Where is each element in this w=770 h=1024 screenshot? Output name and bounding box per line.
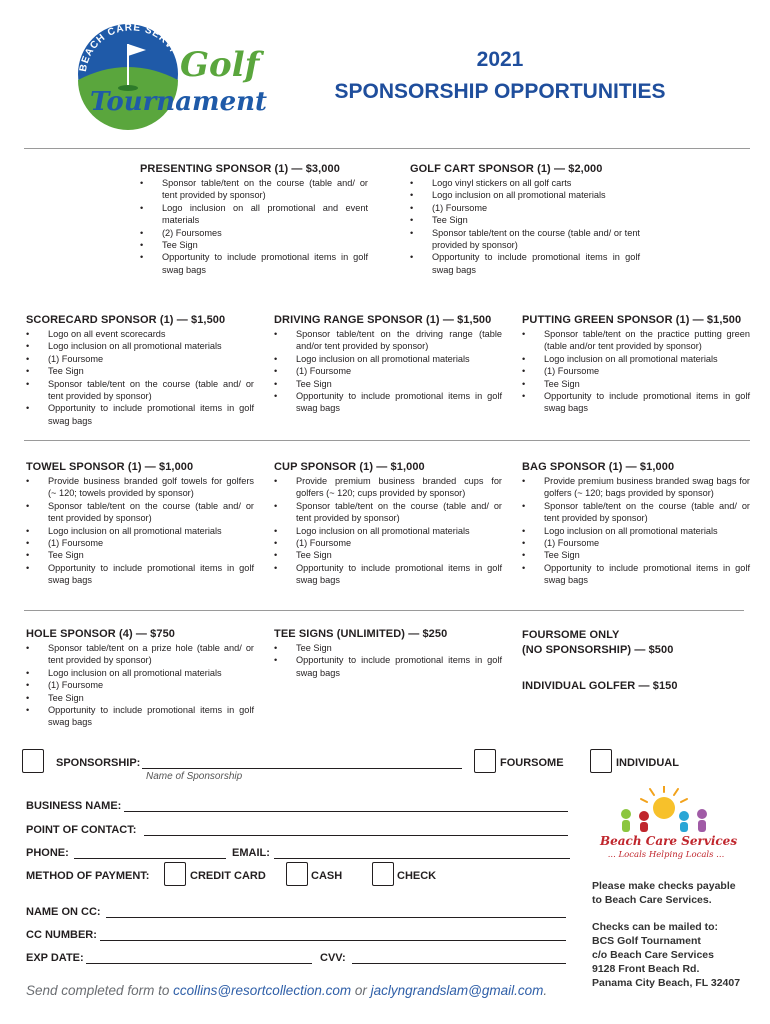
checks-payable-line2: to Beach Care Services.	[592, 894, 712, 906]
credit-card-checkbox[interactable]	[164, 862, 186, 886]
list-item: • Opportunity to include promotional items in golf swag bags	[274, 390, 502, 415]
hole-sponsor-title: HOLE SPONSOR (4) — $750	[26, 628, 176, 640]
list-item: • Logo inclusion on all promotional materials	[274, 525, 502, 537]
list-item: • Opportunity to include promotional items in golf swag bags	[26, 704, 254, 729]
sponsorship-label: SPONSORSHIP:	[56, 757, 141, 769]
divider	[24, 440, 750, 441]
presenting-sponsor-section	[140, 163, 368, 276]
golf-cart-sponsor-list	[410, 177, 640, 276]
list-item: • Opportunity to include promotional items in golf swag bags	[274, 654, 502, 679]
list-item: • Tee Sign	[274, 549, 502, 561]
list-item: • Logo inclusion on all promotional materials	[274, 353, 502, 365]
towel-sponsor-section	[26, 461, 254, 587]
list-item: • (1) Foursome	[26, 679, 254, 691]
list-item: • Sponsor table/tent on a prize hole (table and/ or tent provided by sponsor)	[26, 642, 254, 667]
towel-sponsor-title: TOWEL SPONSOR (1) — $1,000	[26, 461, 194, 473]
cup-sponsor-section	[274, 461, 502, 587]
putting-green-sponsor-title: PUTTING GREEN SPONSOR (1) — $1,500	[522, 314, 742, 326]
list-item: • Logo inclusion on all promotional materials	[522, 525, 750, 537]
individual-golfer-title: INDIVIDUAL GOLFER — $150	[522, 680, 678, 692]
page-year: 2021	[476, 48, 524, 71]
cc-number-field[interactable]	[100, 940, 566, 941]
exp-date-field[interactable]	[86, 963, 312, 964]
individual-label: INDIVIDUAL	[616, 757, 679, 769]
list-item: • Logo inclusion on all promotional materials	[26, 340, 254, 352]
point-of-contact-label: POINT OF CONTACT:	[26, 824, 137, 836]
email-field[interactable]	[274, 858, 570, 859]
driving-range-sponsor-list	[274, 328, 502, 415]
bag-sponsor-list	[522, 475, 750, 587]
payment-method-label: METHOD OF PAYMENT:	[26, 870, 150, 882]
list-item: • Logo inclusion on all promotional and event materials	[140, 202, 368, 227]
driving-range-sponsor-section	[274, 314, 502, 415]
list-item: • Sponsor table/tent on the course (table and/ or tent provided by sponsor)	[26, 378, 254, 403]
logo-arc-text: BEACH CARE SERVI	[77, 22, 179, 73]
checks-payable-note	[592, 879, 762, 907]
list-item: • Logo inclusion on all promotional materials	[410, 189, 640, 201]
email-label: EMAIL:	[232, 847, 270, 859]
list-item: • Provide premium business branded cups for golfers (~ 120; cups provided by sponsor)	[274, 475, 502, 500]
list-item: • Opportunity to include promotional items in golf swag bags	[410, 251, 640, 276]
phone-field[interactable]	[74, 858, 226, 859]
list-item: • Sponsor table/tent on the course (table and/ or tent provided by sponsor)	[274, 500, 502, 525]
footer-middle: or	[351, 983, 371, 998]
divider	[24, 148, 750, 149]
cup-sponsor-list	[274, 475, 502, 587]
foursome-only-title-line1: FOURSOME ONLY	[522, 629, 620, 641]
foursome-label: FOURSOME	[500, 757, 564, 769]
list-item: • Tee Sign	[274, 378, 502, 390]
list-item: • Tee Sign	[26, 692, 254, 704]
name-on-cc-label: NAME ON CC:	[26, 906, 101, 918]
list-item: • Logo inclusion on all promotional materials	[522, 353, 750, 365]
list-item: • Opportunity to include promotional items in golf swag bags	[274, 562, 502, 587]
list-item: • Logo inclusion on all promotional materials	[26, 525, 254, 537]
golf-cart-sponsor-title: GOLF CART SPONSOR (1) — $2,000	[410, 163, 603, 175]
scorecard-sponsor-section	[26, 314, 254, 427]
cc-number-label: CC NUMBER:	[26, 929, 97, 941]
bag-sponsor-section	[522, 461, 750, 587]
list-item: • Tee Sign	[522, 378, 750, 390]
list-item: • Tee Sign	[140, 239, 368, 251]
list-item: • (1) Foursome	[26, 537, 254, 549]
mail-line1: Checks can be mailed to:	[592, 921, 719, 933]
putting-green-sponsor-list	[522, 328, 750, 415]
towel-sponsor-list	[26, 475, 254, 587]
list-item: • Opportunity to include promotional items in golf swag bags	[26, 402, 254, 427]
foursome-only-section	[522, 628, 750, 692]
business-name-label: BUSINESS NAME:	[26, 800, 122, 812]
page-title: SPONSORSHIP OPPORTUNITIES	[334, 80, 666, 103]
individual-checkbox[interactable]	[590, 749, 612, 773]
foursome-only-title-line2: (NO SPONSORSHIP) — $500	[522, 644, 674, 656]
credit-card-label: CREDIT CARD	[190, 870, 266, 882]
tee-signs-title: TEE SIGNS (UNLIMITED) — $250	[274, 628, 448, 640]
cup-sponsor-title: CUP SPONSOR (1) — $1,000	[274, 461, 425, 473]
sponsorship-name-field[interactable]	[142, 768, 462, 769]
point-of-contact-field[interactable]	[144, 835, 568, 836]
list-item: • Opportunity to include promotional items in golf swag bags	[522, 562, 750, 587]
presenting-sponsor-title: PRESENTING SPONSOR (1) — $3,000	[140, 163, 340, 175]
mail-line5: Panama City Beach, FL 32407	[592, 977, 741, 989]
cash-label: CASH	[311, 870, 343, 882]
foursome-checkbox[interactable]	[474, 749, 496, 773]
list-item: • (1) Foursome	[26, 353, 254, 365]
list-item: • Tee Sign	[410, 214, 640, 226]
hole-sponsor-section	[26, 628, 254, 729]
list-item: • (1) Foursome	[410, 202, 640, 214]
golf-tournament-logo	[60, 14, 274, 130]
list-item: • Sponsor table/tent on the course (table and/ or tent provided by sponsor)	[140, 177, 368, 202]
mail-line2: BCS Golf Tournament	[592, 935, 701, 947]
list-item: • Opportunity to include promotional items in golf swag bags	[522, 390, 750, 415]
list-item: • (2) Foursomes	[140, 227, 368, 239]
driving-range-sponsor-title: DRIVING RANGE SPONSOR (1) — $1,500	[274, 314, 492, 326]
submission-instructions	[26, 983, 547, 998]
list-item: • Opportunity to include promotional items in golf swag bags	[140, 251, 368, 276]
list-item: • Provide premium business branded swag bags for golfers (~ 120; bags provided by sponsor)	[522, 475, 750, 500]
list-item: • Tee Sign	[274, 642, 502, 654]
golf-cart-sponsor-section	[410, 163, 640, 276]
list-item: • Logo on all event scorecards	[26, 328, 254, 340]
list-item: • Tee Sign	[522, 549, 750, 561]
list-item: • (1) Foursome	[522, 537, 750, 549]
list-item: • Provide business branded golf towels for golfers (~ 120; towels provided by sponsor)	[26, 475, 254, 500]
list-item: • (1) Foursome	[522, 365, 750, 377]
divider	[24, 610, 744, 611]
presenting-sponsor-list	[140, 177, 368, 276]
mailing-address	[592, 920, 762, 990]
cvv-field[interactable]	[352, 963, 566, 964]
exp-date-label: EXP DATE:	[26, 952, 84, 964]
org-logo-name: Beach Care Services	[600, 834, 738, 848]
logo-word-golf: Golf	[180, 45, 260, 85]
checks-payable-line1: Please make checks payable	[592, 880, 736, 892]
mail-line3: c/o Beach Care Services	[592, 949, 714, 961]
list-item: • (1) Foursome	[274, 537, 502, 549]
footer-suffix: .	[543, 983, 548, 998]
putting-green-sponsor-section	[522, 314, 750, 415]
list-item: • Sponsor table/tent on the course (table and/ or tent provided by sponsor)	[410, 227, 640, 252]
business-name-field[interactable]	[124, 811, 568, 812]
list-item: • Logo vinyl stickers on all golf carts	[410, 177, 640, 189]
list-item: • Sponsor table/tent on the practice putting green (table and/or tent provided by sponsor)	[522, 328, 750, 353]
email-link-jaclyn[interactable]: jaclyngrandslam@gmail.com	[370, 983, 544, 998]
scorecard-sponsor-list	[26, 328, 254, 427]
list-item: • Tee Sign	[26, 365, 254, 377]
hole-sponsor-list	[26, 642, 254, 729]
org-logo-tagline: ... Locals Helping Locals ...	[607, 850, 725, 860]
list-item: • Sponsor table/tent on the driving range (table and/or tent provided by sponsor)	[274, 328, 502, 353]
check-label: CHECK	[397, 870, 437, 882]
logo-word-tournament: Tournament	[90, 87, 268, 117]
list-item: • Opportunity to include promotional items in golf swag bags	[26, 562, 254, 587]
list-item: • (1) Foursome	[274, 365, 502, 377]
sponsorship-caption: Name of Sponsorship	[146, 771, 243, 782]
bag-sponsor-title: BAG SPONSOR (1) — $1,000	[522, 461, 675, 473]
list-item: • Tee Sign	[26, 549, 254, 561]
footer-prefix: Send completed form to	[26, 983, 174, 998]
list-item: • Logo inclusion on all promotional materials	[26, 667, 254, 679]
list-item: • Sponsor table/tent on the course (table and/ or tent provided by sponsor)	[26, 500, 254, 525]
sponsorship-checkbox[interactable]	[22, 749, 44, 773]
tee-signs-list	[274, 642, 502, 679]
cash-checkbox[interactable]	[286, 862, 308, 886]
beach-care-services-logo	[600, 786, 738, 866]
mail-line4: 9128 Front Beach Rd.	[592, 963, 700, 975]
scorecard-sponsor-title: SCORECARD SPONSOR (1) — $1,500	[26, 314, 226, 326]
email-link-ccollins[interactable]: ccollins@resortcollection.com	[173, 983, 352, 998]
cvv-label: CVV:	[320, 952, 346, 964]
phone-label: PHONE:	[26, 847, 69, 859]
name-on-cc-field[interactable]	[106, 917, 566, 918]
tee-signs-section	[274, 628, 502, 679]
check-checkbox[interactable]	[372, 862, 394, 886]
list-item: • Sponsor table/tent on the course (table and/ or tent provided by sponsor)	[522, 500, 750, 525]
